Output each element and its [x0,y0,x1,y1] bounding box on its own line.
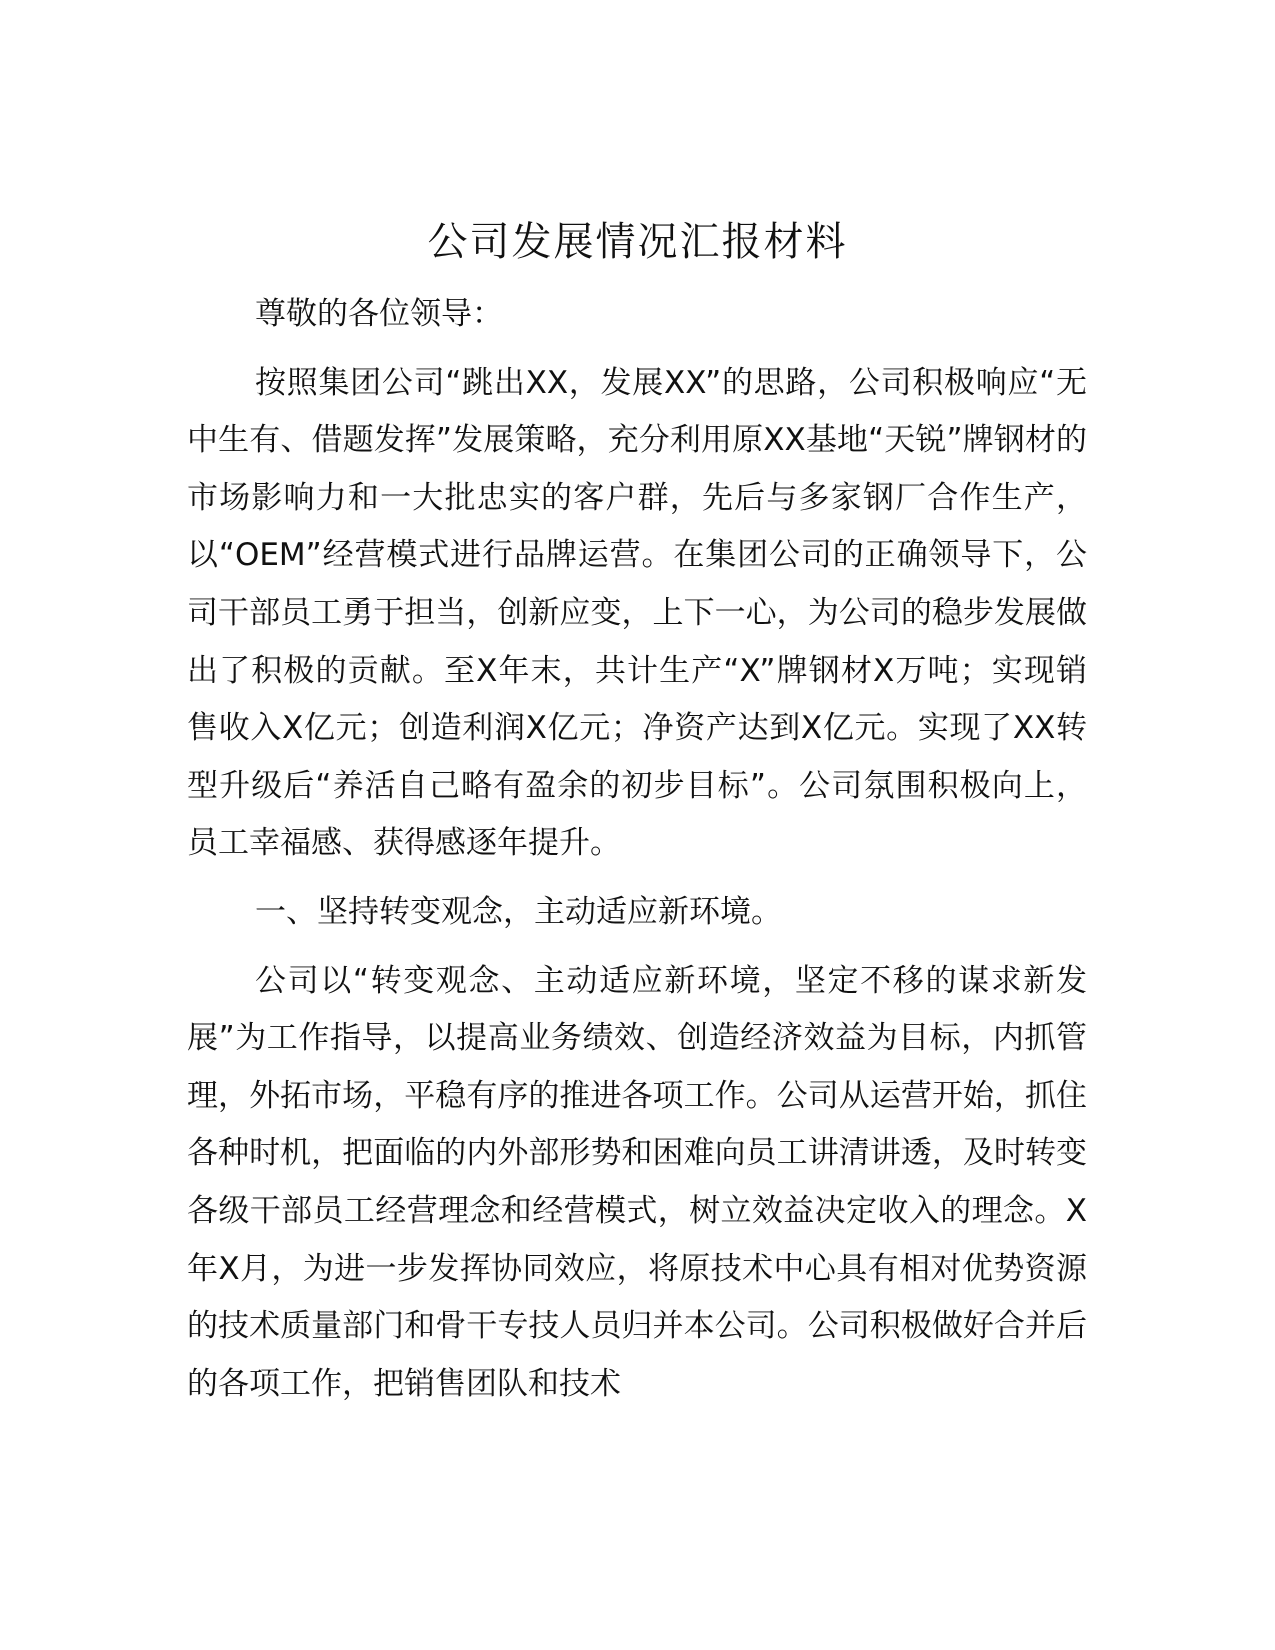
paragraph-section-1: 公司以“转变观念、主动适应新环境，坚定不移的谋求新发展”为工作指导，以提高业务绩效、创造经济效益为目标，内抓管理，外拓市场，平稳有序的推进各项工作。公司从运营开始，抓住各种时机，把面临的内外部形势和困难向员工讲清讲透，及时转变各级干部员工经营理念和经营模式，树立效益决定收入的理念。X年X月，为进一步发挥协同效应，将原技术中心具有相对优势资源的技术质量部门和骨干专技人员归并本公司。公司积极做好合并后的各项工作，把销售团队和技术 [187,962,1087,1402]
paragraph-intro: 按照集团公司“跳出XX，发展XX”的思路，公司积极响应“无中生有、借题发挥”发展策略，充分利用原XX基地“天锐”牌钢材的市场影响力和一大批忠实的客户群，先后与多家钢厂合作生产，以“OEM”经营模式进行品牌运营。在集团公司的正确领导下，公司干部员工勇于担当，创新应变，上下一心，为公司的稳步发展做出了积极的贡献。至X年末，共计生产“X”牌钢材X万吨；实现销售收入X亿元；创造利润X亿元；净资产达到X亿元。实现了XX转型升级后“养活自己略有盈余的初步目标”。公司氛围积极向上，员工幸福感、获得感逐年提升。 [187,364,1087,862]
salutation: 尊敬的各位领导： [255,296,503,332]
section-heading-1: 一、坚持转变观念，主动适应新环境。 [255,893,782,930]
document-title: 公司发展情况汇报材料 [427,219,848,265]
document-body [187,286,1087,1424]
